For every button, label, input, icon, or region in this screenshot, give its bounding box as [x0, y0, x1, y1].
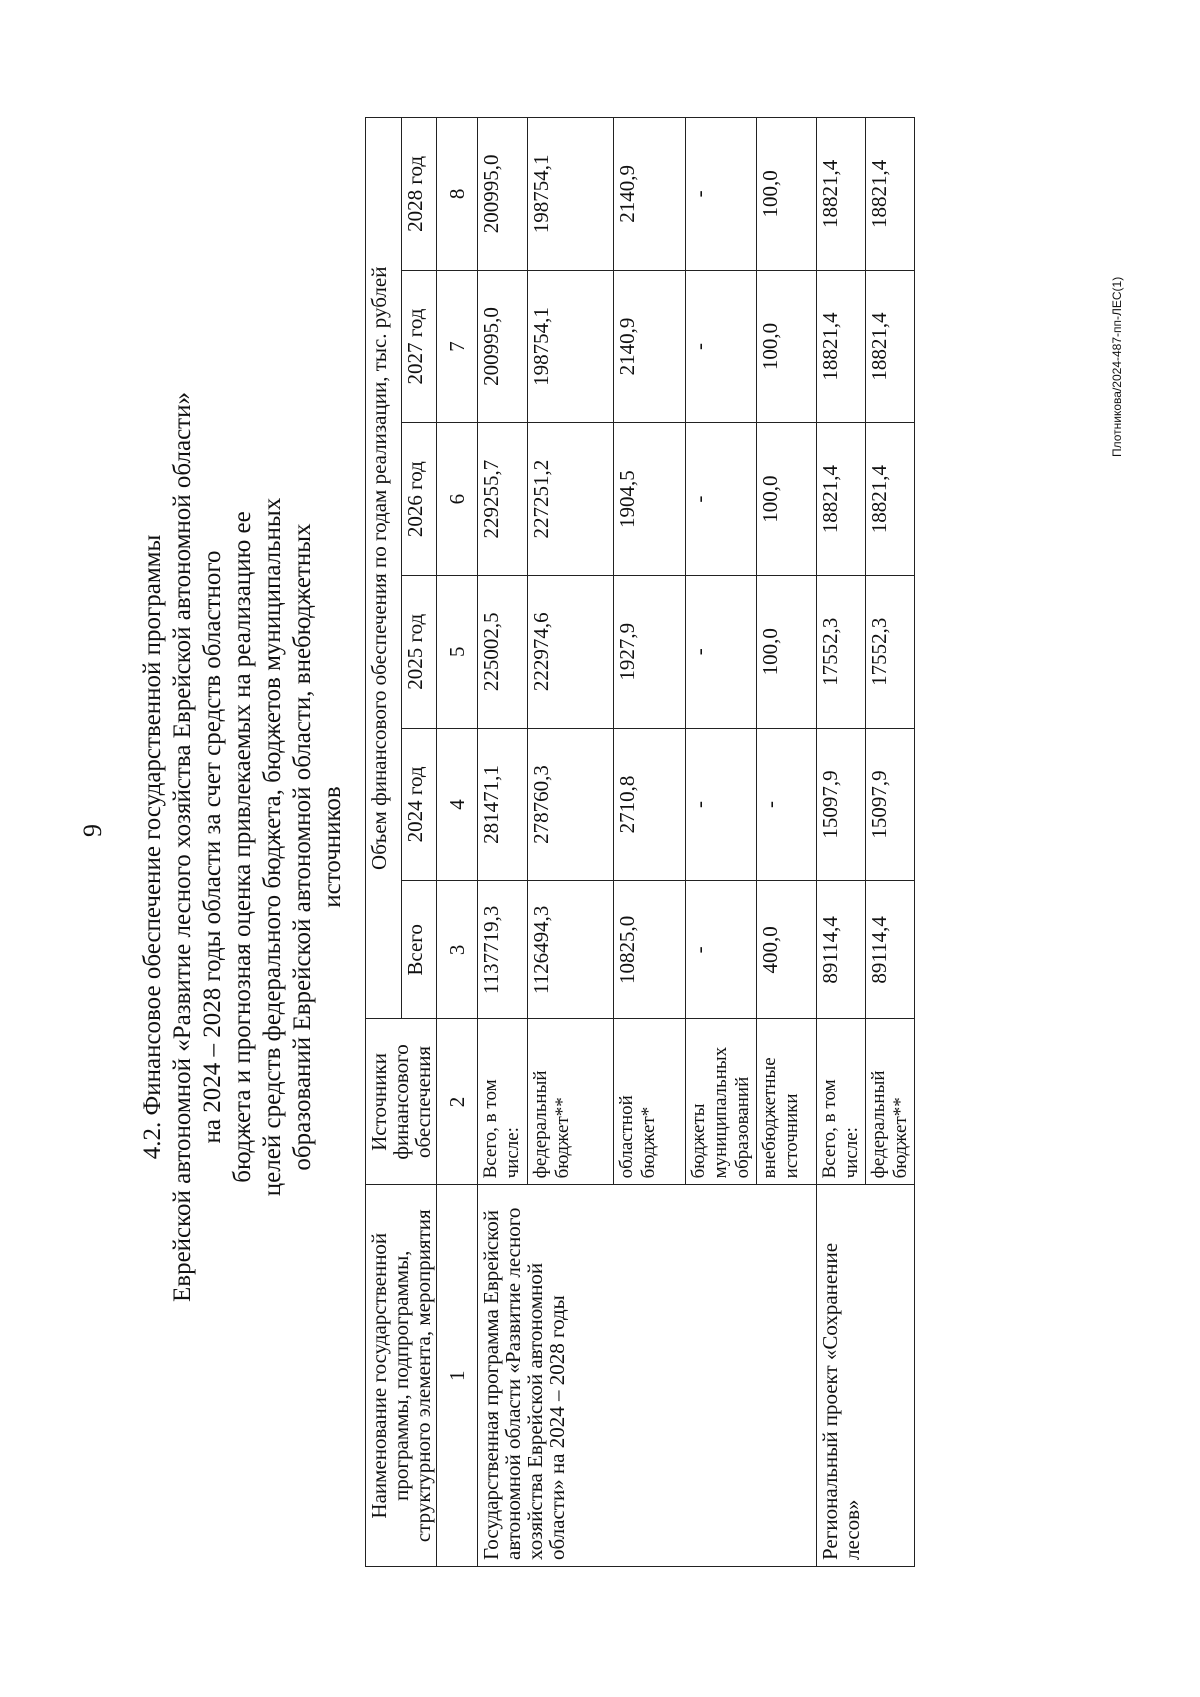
- document-code: Плотникова/2024-487-пп-ЛЕС(1): [1110, 276, 1124, 457]
- amount-cell: 200995,0: [478, 118, 528, 271]
- column-number: 6: [437, 423, 478, 576]
- title-line: Еврейской автономной «Развитие лесного хозяйства Еврейской автономной области»: [169, 392, 196, 1302]
- header-year: 2028 год: [401, 118, 437, 271]
- amount-cell: -: [686, 118, 757, 271]
- header-source: Источники финансового обеспечения: [366, 1019, 437, 1185]
- title-line: бюджета и прогнозная оценка привлекаемых на реализацию ее: [229, 511, 256, 1183]
- amount-cell: 15097,9: [817, 728, 866, 881]
- amount-cell: 17552,3: [866, 575, 915, 728]
- column-number: 7: [437, 270, 478, 423]
- amount-cell: 229255,7: [478, 423, 528, 576]
- amount-cell: -: [686, 881, 757, 1019]
- amount-cell: -: [686, 423, 757, 576]
- amount-cell: 400,0: [757, 881, 817, 1019]
- table-row: [478, 118, 528, 1567]
- title-line: целей средств федерального бюджета, бюджетов муниципальных: [259, 497, 286, 1197]
- header-year: 2026 год: [401, 423, 437, 576]
- amount-cell: 1904,5: [614, 423, 686, 576]
- funding-source: внебюджетные источники: [757, 1019, 817, 1185]
- column-number: 2: [437, 1019, 478, 1185]
- header-year: 2024 год: [401, 728, 437, 881]
- funding-source: областной бюджет*: [614, 1019, 686, 1185]
- item-name: Региональный проект «Сохранение лесов»: [817, 1185, 915, 1567]
- header-year: 2027 год: [401, 270, 437, 423]
- amount-cell: 89114,4: [866, 881, 915, 1019]
- funding-source: бюджеты муниципальных образований: [686, 1019, 757, 1185]
- amount-cell: 2710,8: [614, 728, 686, 881]
- amount-cell: -: [686, 270, 757, 423]
- amount-cell: -: [686, 728, 757, 881]
- column-number: 1: [437, 1185, 478, 1567]
- amount-cell: 222974,6: [528, 575, 614, 728]
- program-rows: [478, 118, 817, 1567]
- amount-cell: 2140,9: [614, 118, 686, 271]
- header-row: [366, 118, 402, 1567]
- funding-source: федеральный бюджет**: [866, 1019, 915, 1185]
- header-year: 2025 год: [401, 575, 437, 728]
- column-number: 4: [437, 728, 478, 881]
- amount-cell: 100,0: [757, 423, 817, 576]
- amount-cell: 17552,3: [817, 575, 866, 728]
- item-name: Государственная программа Еврейской автономной области «Развитие лесного хозяйства Еврейской автономной области» на 2024 – 2028 годы: [478, 1185, 817, 1567]
- financing-table: [365, 117, 915, 1567]
- amount-cell: -: [757, 728, 817, 881]
- amount-cell: -: [686, 575, 757, 728]
- amount-cell: 18821,4: [817, 118, 866, 271]
- title-line: 4.2. Финансовое обеспечение государственной программы: [139, 534, 166, 1160]
- column-number: 3: [437, 881, 478, 1019]
- project-rows: [817, 118, 915, 1567]
- amount-cell: 1927,9: [614, 575, 686, 728]
- amount-cell: 100,0: [757, 270, 817, 423]
- column-numbers-row: [437, 118, 478, 1567]
- funding-source: Всего, в том числе:: [817, 1019, 866, 1185]
- amount-cell: 278760,3: [528, 728, 614, 881]
- page-number: 9: [78, 824, 107, 837]
- amount-cell: 198754,1: [528, 270, 614, 423]
- title-line: на 2024 – 2028 годы области за счет средств областного: [199, 550, 226, 1144]
- amount-cell: 18821,4: [866, 118, 915, 271]
- amount-cell: 18821,4: [817, 423, 866, 576]
- column-number: 8: [437, 118, 478, 271]
- title-line: источников: [319, 786, 346, 908]
- amount-cell: 18821,4: [866, 423, 915, 576]
- amount-cell: 89114,4: [817, 881, 866, 1019]
- funding-source: Всего, в том числе:: [478, 1019, 528, 1185]
- title-line: образований Еврейской автономной области, внебюджетных: [289, 523, 316, 1171]
- column-number: 5: [437, 575, 478, 728]
- amount-cell: 225002,5: [478, 575, 528, 728]
- section-title: [138, 197, 348, 1497]
- amount-cell: 1137719,3: [478, 881, 528, 1019]
- header-name: Наименование государственной программы, подпрограммы, структурного элемента, мероприятия: [366, 1185, 437, 1567]
- amount-cell: 15097,9: [866, 728, 915, 881]
- table-row: [817, 118, 866, 1567]
- amount-cell: 198754,1: [528, 118, 614, 271]
- header-volume: Объем финансового обеспечения по годам реализации, тыс. рублей: [366, 118, 402, 1020]
- amount-cell: 281471,1: [478, 728, 528, 881]
- amount-cell: 2140,9: [614, 270, 686, 423]
- amount-cell: 18821,4: [817, 270, 866, 423]
- amount-cell: 100,0: [757, 575, 817, 728]
- amount-cell: 18821,4: [866, 270, 915, 423]
- header-year: Всего: [401, 881, 437, 1019]
- amount-cell: 227251,2: [528, 423, 614, 576]
- amount-cell: 200995,0: [478, 270, 528, 423]
- amount-cell: 10825,0: [614, 881, 686, 1019]
- amount-cell: 1126494,3: [528, 881, 614, 1019]
- amount-cell: 100,0: [757, 118, 817, 271]
- funding-source: федеральный бюджет**: [528, 1019, 614, 1185]
